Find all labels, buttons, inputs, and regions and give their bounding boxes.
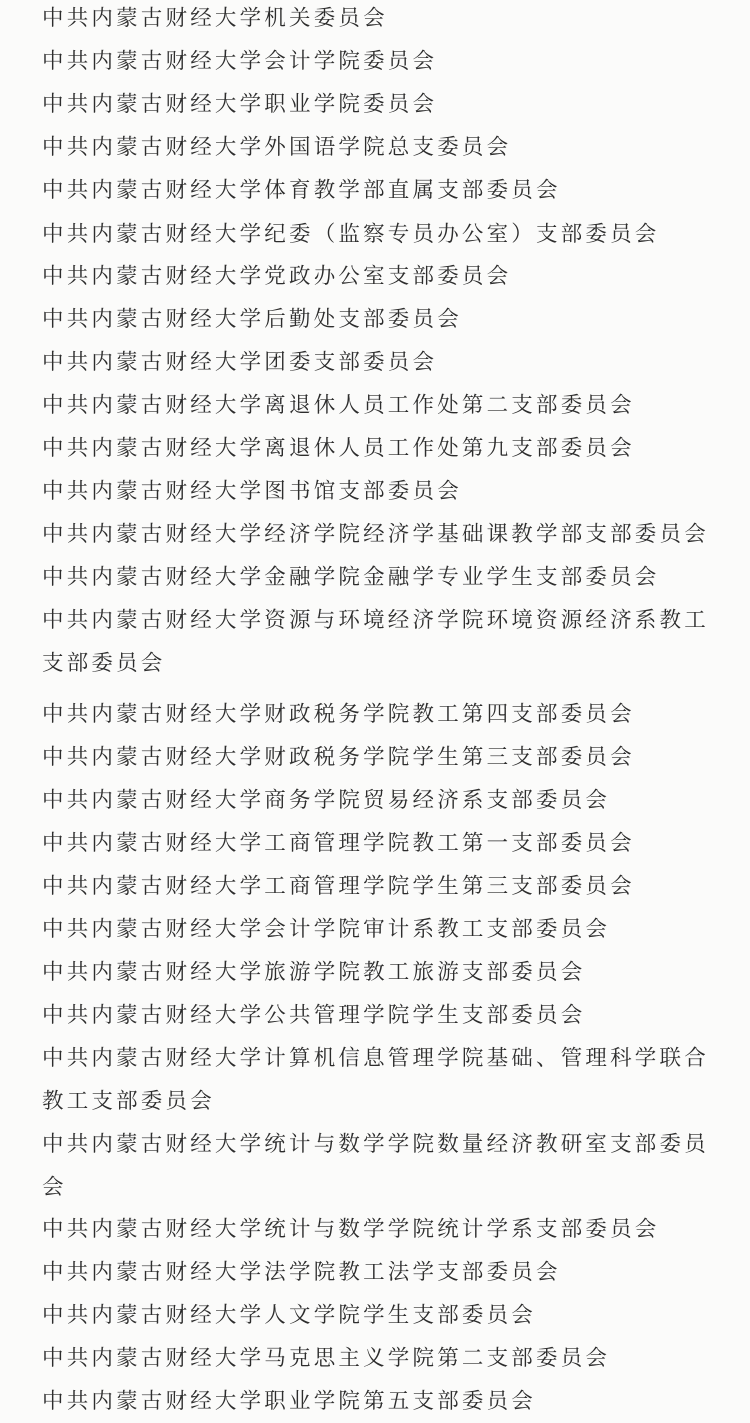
list-item: 中共内蒙古财经大学财政税务学院学生第三支部委员会: [42, 745, 635, 770]
list-item: 中共内蒙古财经大学财政税务学院教工第四支部委员会: [42, 702, 635, 727]
list-item: 中共内蒙古财经大学体育教学部直属支部委员会: [42, 178, 561, 203]
list-item: 中共内蒙古财经大学机关委员会: [42, 6, 388, 31]
list-item: 中共内蒙古财经大学离退休人员工作处第二支部委员会: [42, 393, 635, 418]
list-item: 中共内蒙古财经大学统计与数学学院统计学系支部委员会: [42, 1217, 660, 1242]
list-item: 中共内蒙古财经大学工商管理学院学生第三支部委员会: [42, 874, 635, 899]
list-item: 中共内蒙古财经大学离退休人员工作处第九支部委员会: [42, 436, 635, 461]
list-item: 中共内蒙古财经大学资源与环境经济学院环境资源经济系教工支部委员会: [42, 608, 709, 676]
list-item: 中共内蒙古财经大学职业学院委员会: [42, 92, 438, 117]
list-item: 中共内蒙古财经大学外国语学院总支委员会: [42, 135, 512, 160]
list-item: 中共内蒙古财经大学职业学院第五支部委员会: [42, 1389, 537, 1414]
list-item: 中共内蒙古财经大学公共管理学院学生支部委员会: [42, 1003, 586, 1028]
list-item: 中共内蒙古财经大学图书馆支部委员会: [42, 479, 462, 504]
list-item: 中共内蒙古财经大学会计学院委员会: [42, 49, 438, 74]
list-item: 中共内蒙古财经大学党政办公室支部委员会: [42, 264, 512, 289]
list-item: 中共内蒙古财经大学商务学院贸易经济系支部委员会: [42, 788, 611, 813]
list-item: 中共内蒙古财经大学会计学院审计系教工支部委员会: [42, 917, 611, 942]
list-item: 中共内蒙古财经大学计算机信息管理学院基础、管理科学联合教工支部委员会: [42, 1046, 709, 1114]
list-item: 中共内蒙古财经大学法学院教工法学支部委员会: [42, 1260, 561, 1285]
list-item: 中共内蒙古财经大学后勤处支部委员会: [42, 307, 462, 332]
list-item: 中共内蒙古财经大学纪委（监察专员办公室）支部委员会: [42, 222, 660, 247]
list-item: 中共内蒙古财经大学金融学院金融学专业学生支部委员会: [42, 565, 660, 590]
list-item: 中共内蒙古财经大学经济学院经济学基础课教学部支部委员会: [42, 522, 709, 547]
list-item: 中共内蒙古财经大学人文学院学生支部委员会: [42, 1303, 537, 1328]
list-item: 中共内蒙古财经大学团委支部委员会: [42, 350, 438, 375]
list-item: 中共内蒙古财经大学统计与数学学院数量经济教研室支部委员会: [42, 1132, 709, 1200]
list-item: 中共内蒙古财经大学工商管理学院教工第一支部委员会: [42, 831, 635, 856]
list-item: 中共内蒙古财经大学马克思主义学院第二支部委员会: [42, 1346, 611, 1371]
list-item: 中共内蒙古财经大学旅游学院教工旅游支部委员会: [42, 960, 586, 985]
